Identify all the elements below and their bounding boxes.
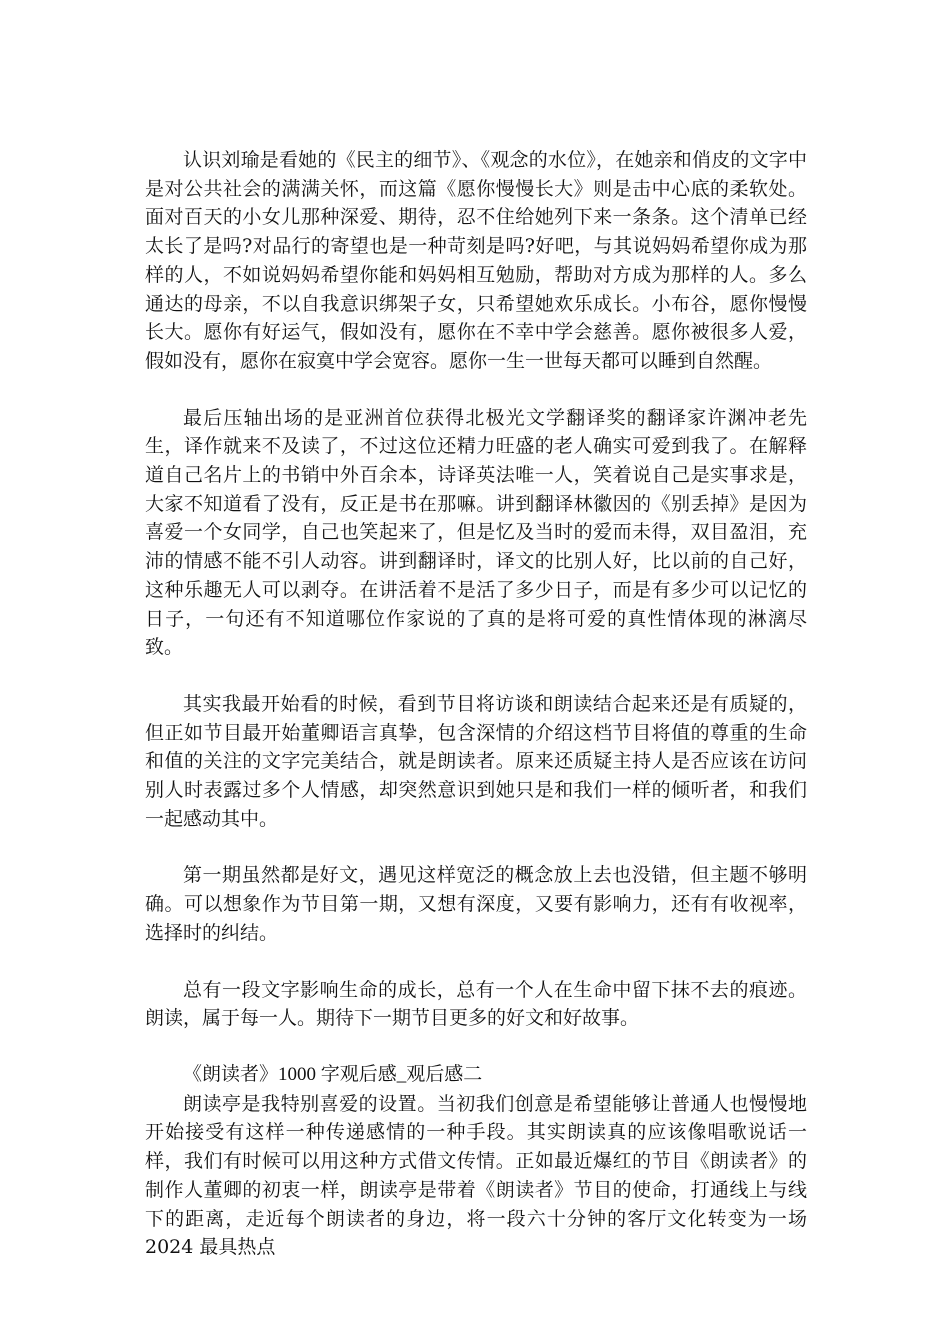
paragraph-6: 朗读亭是我特别喜爱的设置。当初我们创意是希望能够让普通人也慢慢地开始接受有这样一种传递感情的一种手段。其实朗读真的应该像唱歌说话一样，我们有时候可以用这种方式借文传情。正如最近爆红的节目《朗读者》的制作人董卿的初衷一样，朗读亭是带着《朗读者》节目的使命，打通线上与线下的距离，走近每个朗读者的身边，将一段六十分钟的客厅文化转变为一场 2024 最具热点 <box>145 1092 807 1259</box>
paragraph-spacer <box>145 662 807 690</box>
paragraph-spacer <box>145 376 807 404</box>
document-body <box>145 146 807 1262</box>
paragraph-spacer <box>145 1033 807 1061</box>
paragraph-5: 总有一段文字影响生命的成长，总有一个人在生命中留下抹不去的痕迹。朗读，属于每一人。期待下一期节目更多的好文和好故事。 <box>145 978 807 1030</box>
paragraph-1: 认识刘瑜是看她的《民主的细节》、《观念的水位》，在她亲和俏皮的文字中是对公共社会的满满关怀，而这篇《愿你慢慢长大》则是击中心底的柔软处。面对百天的小女儿那种深爱、期待，忍不住给她列下来一条条。这个清单已经太长了是吗?对品行的寄望也是一种苛刻是吗?好吧，与其说妈妈希望你成为那样的人，不如说妈妈希望你能和妈妈相互勉励，帮助对方成为那样的人。多么通达的母亲，不以自我意识绑架子女，只希望她欢乐成长。小布谷，愿你慢慢长大。愿你有好运气，假如没有，愿你在不幸中学会慈善。愿你被很多人爱，假如没有，愿你在寂寞中学会宽容。愿你一生一世每天都可以睡到自然醒。 <box>145 149 807 372</box>
paragraph-spacer <box>145 948 807 976</box>
section-heading: 《朗读者》1000 字观后感_观后感二 <box>183 1063 483 1085</box>
paragraph-4: 第一期虽然都是好文，遇见这样宽泛的概念放上去也没错，但主题不够明确。可以想象作为节目第一期，又想有深度，又要有影响力，还有有收视率，选择时的纠结。 <box>145 864 807 944</box>
paragraph-3: 其实我最开始看的时候，看到节目将访谈和朗读结合起来还是有质疑的，但正如节目最开始董卿语言真挚，包含深情的介绍这档节目将值的尊重的生命和值的关注的文字完美结合，就是朗读者。原来还质疑主持人是否应该在访问别人时表露过多个人情感，却突然意识到她只是和我们一样的倾听者，和我们一起感动其中。 <box>145 692 807 830</box>
paragraph-spacer <box>145 833 807 861</box>
paragraph-2: 最后压轴出场的是亚洲首位获得北极光文学翻译奖的翻译家许渊冲老先生，译作就来不及读了，不过这位还精力旺盛的老人确实可爱到我了。在解释道自己名片上的书销中外百余本，诗译英法唯一人，笑着说自己是实事求是，大家不知道看了没有，反正是书在那嘛。讲到翻译林徽因的《别丢掉》是因为喜爱一个女同学，自己也笑起来了，但是忆及当时的爱而未得，双目盈泪，充沛的情感不能不引人动容。讲到翻译时，译文的比别人好，比以前的自己好，这种乐趣无人可以剥夺。在讲活着不是活了多少日子，而是有多少可以记忆的日子，一句还有不知道哪位作家说的了真的是将可爱的真性情体现的淋漓尽致。 <box>145 406 807 659</box>
